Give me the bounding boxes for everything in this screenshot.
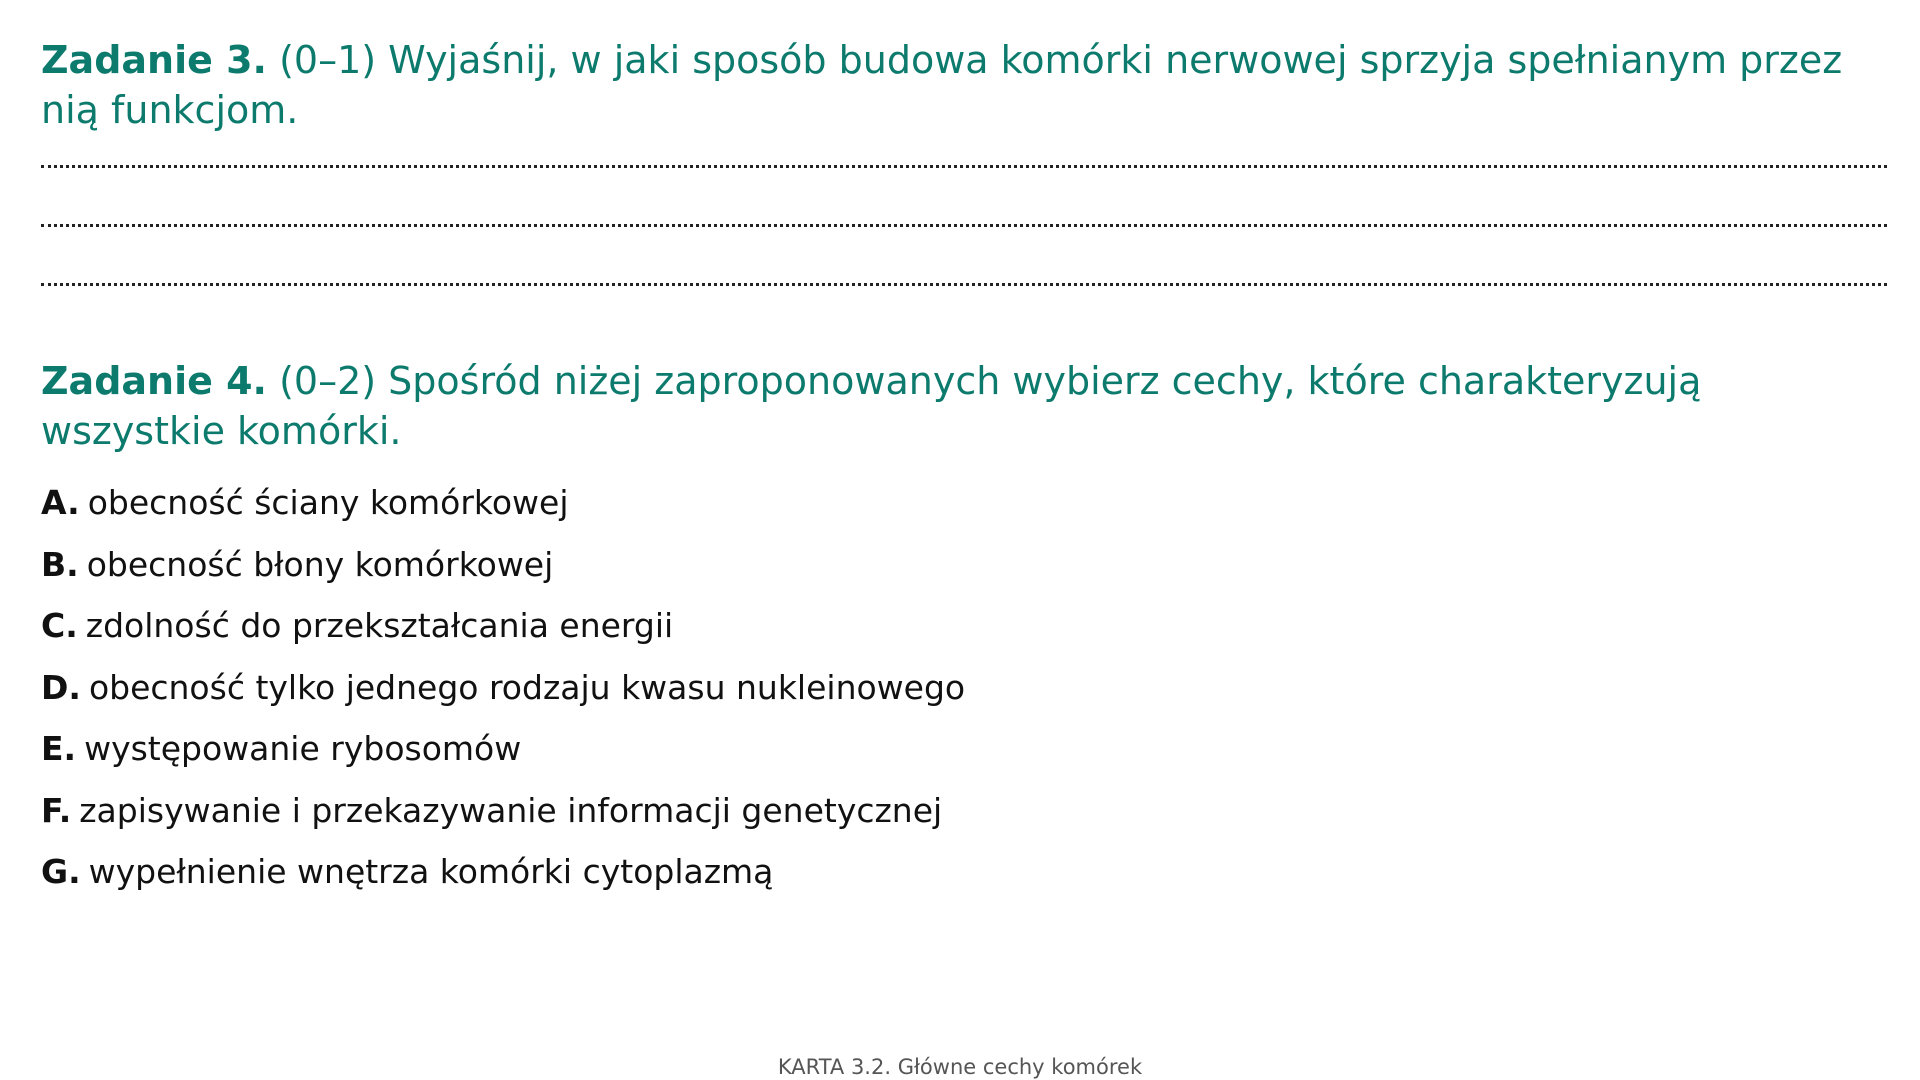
option-letter: D. (41, 667, 81, 707)
option-a[interactable] (41, 472, 965, 534)
option-letter: F. (41, 790, 72, 830)
task-4-number: Zadanie 4. (41, 359, 267, 403)
option-text: wypełnienie wnętrza komórki cytoplazmą (88, 852, 774, 891)
task-3-heading (41, 35, 1887, 135)
option-text: występowanie rybosomów (84, 729, 522, 768)
option-letter: B. (41, 544, 79, 584)
task-3-number: Zadanie 3. (41, 38, 267, 82)
option-f[interactable] (41, 780, 965, 842)
option-g[interactable] (41, 841, 965, 903)
answer-lines[interactable] (41, 165, 1887, 342)
option-letter: C. (41, 606, 78, 645)
answer-line-2[interactable] (41, 224, 1887, 227)
page-footer: KARTA 3.2. Główne cechy komórek (777, 1055, 1143, 1079)
task-3-question: (0–1) Wyjaśnij, w jaki sposób budowa komórki nerwowej sprzyja spełnianym przez nią funkcjom. (41, 38, 1843, 132)
option-letter: E. (41, 729, 77, 768)
option-text: zapisywanie i przekazywanie informacji genetycznej (79, 790, 943, 830)
option-text: obecność tylko jednego rodzaju kwasu nukleinowego (88, 667, 966, 707)
task-4-question: (0–2) Spośród niżej zaproponowanych wybierz cechy, które charakteryzują wszystkie komórki. (41, 359, 1702, 453)
task-4-heading (41, 356, 1887, 456)
option-letter: A. (41, 483, 80, 522)
option-b[interactable] (41, 534, 965, 596)
answer-line-1[interactable] (41, 165, 1887, 168)
worksheet-page (41, 0, 1887, 1080)
options-list (41, 472, 965, 903)
option-text: zdolność do przekształcania energii (85, 606, 674, 645)
option-text: obecność błony komórkowej (86, 544, 554, 584)
option-e[interactable] (41, 718, 965, 780)
option-d[interactable] (41, 657, 965, 719)
answer-line-3[interactable] (41, 283, 1887, 286)
option-letter: G. (41, 852, 81, 891)
option-text: obecność ściany komórkowej (87, 483, 569, 522)
option-c[interactable] (41, 595, 965, 657)
